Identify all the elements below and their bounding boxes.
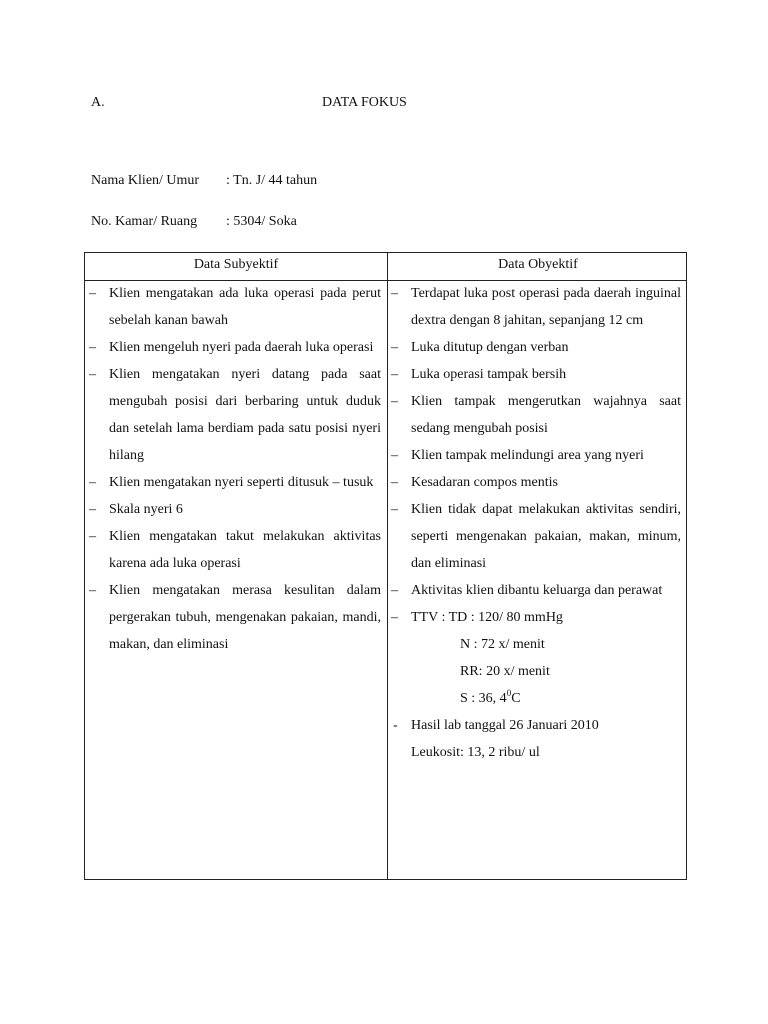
objective-item-text: Luka ditutup dengan verban — [411, 340, 569, 355]
subjective-item — [89, 334, 381, 361]
column-divider — [387, 253, 388, 879]
bullet-dash: – — [391, 583, 398, 598]
lab-line-1: Hasil lab tanggal 26 Januari 2010 — [411, 718, 599, 733]
objective-item — [391, 280, 681, 334]
data-table — [84, 252, 687, 880]
bullet-dash: – — [89, 475, 96, 490]
objective-item-text: Kesadaran compos mentis — [411, 475, 558, 490]
subjective-item-text: Skala nyeri 6 — [109, 502, 183, 517]
bullet-dash: – — [89, 529, 96, 544]
room-label: No. Kamar/ Ruang — [91, 214, 198, 229]
ttv-n: N : 72 x/ menit — [460, 637, 545, 652]
bullet-hyphen: - — [393, 718, 398, 733]
header-objective: Data Obyektif — [498, 257, 578, 272]
objective-item — [391, 469, 681, 496]
bullet-dash: – — [391, 340, 398, 355]
objective-item-text: Klien tampak mengerutkan wajahnya saat sedang mengubah posisi — [411, 394, 681, 436]
subjective-column — [89, 280, 381, 658]
bullet-dash: – — [89, 340, 96, 355]
ttv-label: TTV : TD : 120/ 80 mmHg — [411, 610, 563, 625]
bullet-dash: – — [89, 583, 96, 598]
ttv-s: S : 36, 40C — [460, 688, 521, 706]
objective-item-text: Luka operasi tampak bersih — [411, 367, 567, 382]
lab-line-2: Leukosit: 13, 2 ribu/ ul — [411, 745, 540, 760]
objective-item — [391, 442, 681, 469]
bullet-dash: – — [89, 367, 96, 382]
subjective-item — [89, 280, 381, 334]
ttv-rr: RR: 20 x/ menit — [460, 664, 550, 679]
objective-item — [391, 577, 681, 604]
list-item-lab — [391, 712, 681, 739]
subjective-item-text: Klien mengatakan takut melakukan aktivitas karena ada luka operasi — [109, 529, 381, 571]
subjective-item-text: Klien mengeluh nyeri pada daerah luka operasi — [109, 340, 374, 355]
subjective-item — [89, 577, 381, 658]
objective-item-text: Terdapat luka post operasi pada daerah inguinal dextra dengan 8 jahitan, sepanjang 12 cm — [411, 286, 681, 328]
objective-item-text: Klien tampak melindungi area yang nyeri — [411, 448, 644, 463]
bullet-dash: – — [89, 502, 96, 517]
subjective-item — [89, 469, 381, 496]
objective-column — [391, 280, 681, 766]
objective-item — [391, 361, 681, 388]
subjective-item — [89, 361, 381, 469]
subjective-item-text: Klien mengatakan nyeri seperti ditusuk – tusuk — [109, 475, 374, 490]
header-subjective: Data Subyektif — [193, 257, 279, 272]
objective-item — [391, 334, 681, 361]
patient-name-value: : Tn. J/ 44 tahun — [226, 173, 318, 188]
subjective-item — [89, 523, 381, 577]
list-item-ttv — [391, 604, 681, 631]
bullet-dash: – — [391, 448, 398, 463]
bullet-dash: – — [391, 610, 398, 625]
objective-item — [391, 496, 681, 577]
bullet-dash: – — [391, 394, 398, 409]
bullet-dash: – — [89, 286, 96, 301]
patient-name-label: Nama Klien/ Umur — [91, 173, 200, 188]
bullet-dash: – — [391, 367, 398, 382]
bullet-dash: – — [391, 286, 398, 301]
subjective-item-text: Klien mengatakan merasa kesulitan dalam pergerakan tubuh, mengenakan pakaian, mandi, makan, dan eliminasi — [109, 583, 381, 652]
section-letter: A. — [91, 95, 105, 110]
subjective-item-text: Klien mengatakan nyeri datang pada saat mengubah posisi dari berbaring untuk duduk dan setelah lama berdiam pada satu posisi nyeri hilang — [109, 367, 381, 463]
objective-item-text: Aktivitas klien dibantu keluarga dan perawat — [411, 583, 663, 598]
objective-item-text: Klien tidak dapat melakukan aktivitas sendiri, seperti mengenakan pakaian, makan, minum, dan eliminasi — [411, 502, 681, 571]
page-title: DATA FOKUS — [322, 95, 407, 110]
subjective-item-text: Klien mengatakan ada luka operasi pada perut sebelah kanan bawah — [109, 286, 381, 328]
objective-item — [391, 388, 681, 442]
subjective-item — [89, 496, 381, 523]
bullet-dash: – — [391, 502, 398, 517]
room-value: : 5304/ Soka — [226, 214, 297, 229]
bullet-dash: – — [391, 475, 398, 490]
